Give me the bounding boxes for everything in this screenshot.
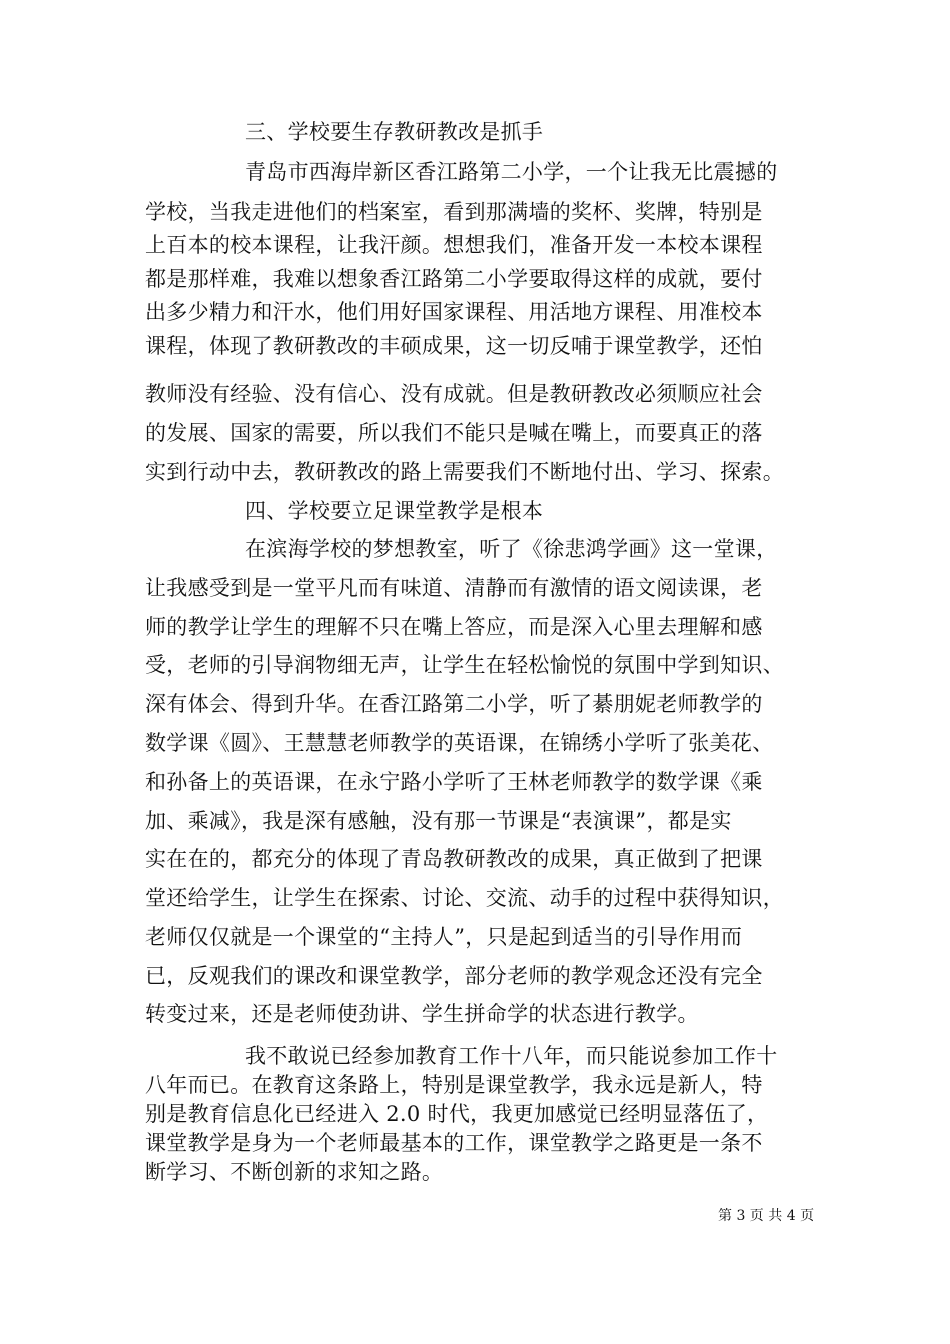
paragraph-line: 和孙备上的英语课，在永宁路小学听了王林老师教学的数学课《乘 [145,770,763,794]
paragraph-line: 的发展、国家的需要，所以我们不能只是喊在嘴上，而要真正的落 [145,421,763,445]
paragraph-line: 转变过来，还是老师使劲讲、学生拼命学的状态进行教学。 [145,1002,699,1026]
paragraph-line: 师的教学让学生的理解不只在嘴上答应，而是深入心里去理解和感 [145,615,763,639]
paragraph-line: 青岛市西海岸新区香江路第二小学，一个让我无比震撼的 [245,160,778,184]
paragraph-line: 实到行动中去，教研教改的路上需要我们不断地付出、学习、探索。 [145,460,784,484]
section-heading-4: 四、学校要立足课堂教学是根本 [245,499,544,523]
paragraph-line: 都是那样难，我难以想象香江路第二小学要取得这样的成就，要付 [145,267,763,291]
page-number: 第 3 页 共 4 页 [718,1208,815,1224]
paragraph-line: 学校，当我走进他们的档案室，看到那满墙的奖杯、奖牌，特别是 [145,200,763,224]
paragraph-line: 出多少精力和汗水，他们用好国家课程、用活地方课程、用准校本 [145,300,763,324]
paragraph-line: 教师没有经验、没有信心、没有成就。但是教研教改必须顺应社会 [145,382,763,406]
paragraph-line: 实在在的，都充分的体现了青岛教研教改的成果，真正做到了把课 [145,847,763,871]
paragraph-line: 老师仅仅就是一个课堂的“主持人”，只是起到适当的引导作用而 [145,925,743,949]
paragraph-line: 受，老师的引导润物细无声，让学生在轻松愉悦的氛围中学到知识、 [145,653,784,677]
paragraph-line: 让我感受到是一堂平凡而有味道、清静而有激情的语文阅读课，老 [145,576,763,600]
paragraph-line: 课堂教学是身为一个老师最基本的工作，课堂教学之路更是一条不 [145,1131,763,1155]
paragraph-line: 上百本的校本课程，让我汗颜。想想我们，准备开发一本校本课程 [145,233,763,257]
paragraph-line: 八年而已。在教育这条路上，特别是课堂教学，我永远是新人，特 [145,1073,763,1097]
paragraph-line: 加、乘减》，我是深有感触，没有那一节课是“表演课”，都是实 [145,809,732,833]
paragraph-line: 堂还给学生，让学生在探索、讨论、交流、动手的过程中获得知识， [145,886,784,910]
paragraph-line: 断学习、不断创新的求知之路。 [145,1160,444,1184]
section-heading-3: 三、学校要生存教研教改是抓手 [245,120,544,144]
paragraph-line: 别是教育信息化已经进入 2.0 时代，我更加感觉已经明显落伍了， [145,1102,769,1126]
paragraph-line: 深有体会、得到升华。在香江路第二小学，听了綦朋妮老师教学的 [145,692,763,716]
paragraph-line: 数学课《圆》、王慧慧老师教学的英语课，在锦绣小学听了张美花、 [145,731,774,755]
paragraph-line: 已，反观我们的课改和课堂教学，部分老师的教学观念还没有完全 [145,964,763,988]
paragraph-line: 课程，体现了教研教改的丰硕成果，这一切反哺于课堂教学，还怕 [145,334,763,358]
paragraph-line: 我不敢说已经参加教育工作十八年，而只能说参加工作十 [245,1044,778,1068]
paragraph-line: 在滨海学校的梦想教室，听了《徐悲鸿学画》这一堂课， [245,537,778,561]
